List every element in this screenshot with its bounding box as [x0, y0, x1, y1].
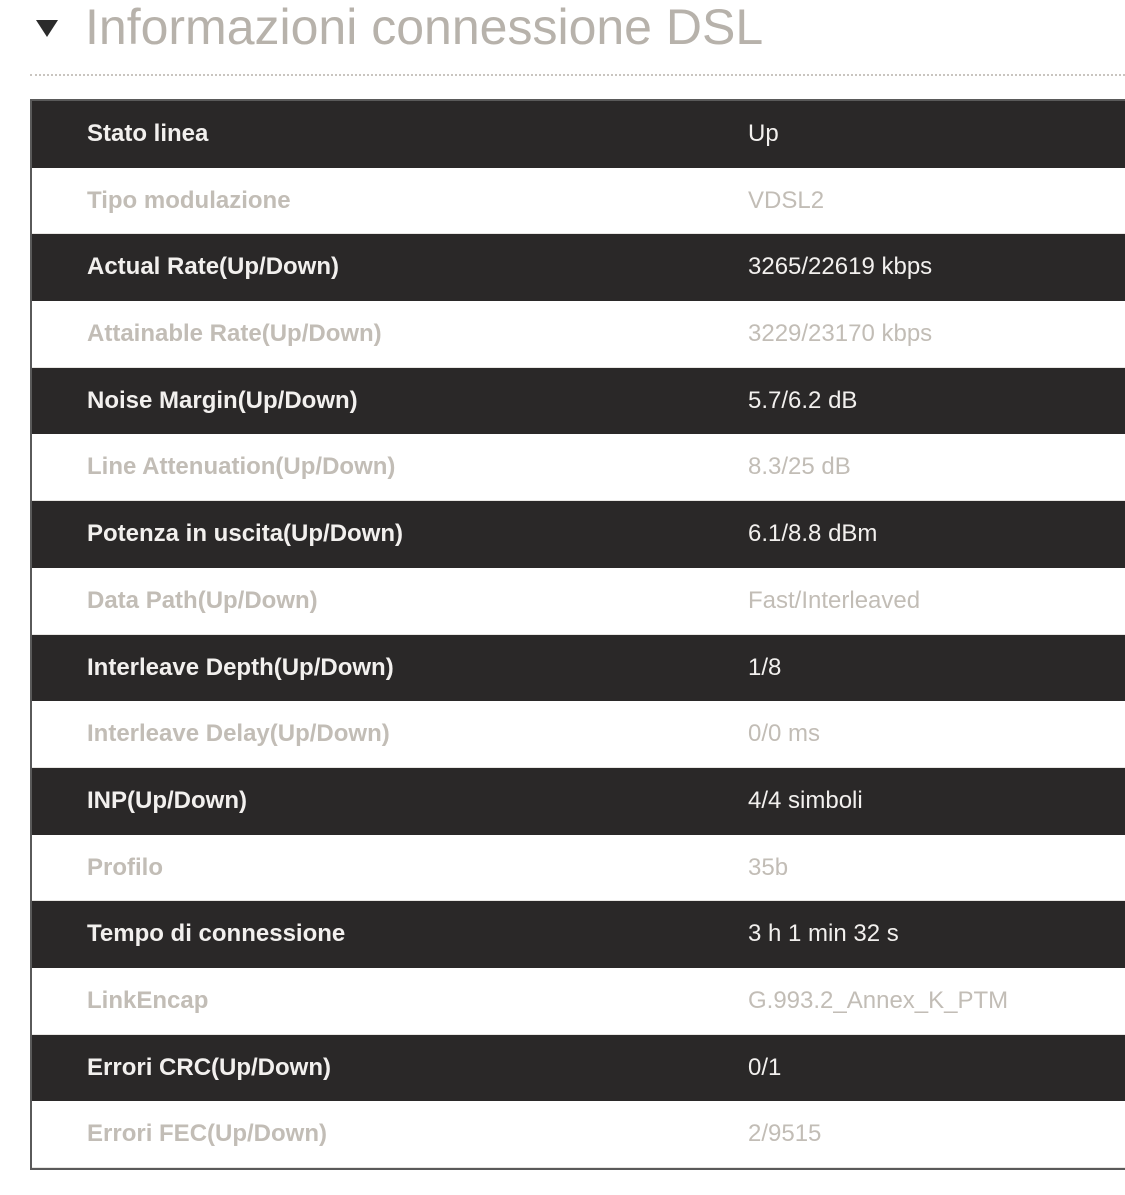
- table-row: [32, 301, 1125, 368]
- row-value: 5.7/6.2 dB: [748, 386, 858, 414]
- table-row: [32, 901, 1125, 968]
- section-title: Informazioni connessione DSL: [85, 0, 764, 55]
- row-label: Interleave Depth(Up/Down): [87, 653, 394, 681]
- row-label: Profilo: [87, 853, 163, 881]
- table-row: [32, 968, 1125, 1035]
- table-row: [32, 368, 1125, 435]
- row-label: INP(Up/Down): [87, 786, 247, 814]
- table-row: [32, 701, 1125, 768]
- row-value: Up: [748, 120, 779, 147]
- row-value: Fast/Interleaved: [748, 586, 921, 614]
- section-header: [0, 0, 1125, 60]
- row-value: 2/9515: [748, 1120, 822, 1148]
- row-label: Stato linea: [87, 120, 209, 147]
- table-row: [32, 501, 1125, 568]
- table-row: [32, 1035, 1125, 1102]
- row-label: Tipo modulazione: [87, 186, 291, 214]
- row-label: Tempo di connessione: [87, 920, 346, 948]
- table-row: [32, 434, 1125, 501]
- row-value: VDSL2: [748, 186, 825, 214]
- row-value: G.993.2_Annex_K_PTM: [748, 986, 1009, 1014]
- row-label: Interleave Delay(Up/Down): [87, 720, 390, 748]
- table-row: [32, 635, 1125, 702]
- row-label: Data Path(Up/Down): [87, 586, 318, 614]
- row-label: Attainable Rate(Up/Down): [87, 320, 382, 348]
- row-value: 3229/23170 kbps: [748, 320, 933, 348]
- row-label: Errori CRC(Up/Down): [87, 1053, 331, 1081]
- table-row: [32, 835, 1125, 902]
- row-value: 0/0 ms: [748, 720, 821, 748]
- table-row: [32, 568, 1125, 635]
- row-label: Noise Margin(Up/Down): [87, 386, 358, 414]
- row-label: Line Attenuation(Up/Down): [87, 453, 396, 481]
- table-row: [32, 768, 1125, 835]
- collapse-triangle-icon[interactable]: [36, 20, 58, 37]
- row-value: 3265/22619 kbps: [748, 253, 933, 281]
- row-label: LinkEncap: [87, 986, 209, 1014]
- row-value: 6.1/8.8 dBm: [748, 520, 878, 548]
- row-label: Errori FEC(Up/Down): [87, 1120, 327, 1148]
- table-row: [32, 101, 1125, 168]
- dotted-divider: [30, 74, 1125, 76]
- row-value: 1/8: [748, 653, 782, 681]
- row-label: Actual Rate(Up/Down): [87, 253, 339, 281]
- row-value: 4/4 simboli: [748, 786, 863, 814]
- row-value: 3 h 1 min 32 s: [748, 920, 899, 948]
- dsl-info-table: [30, 99, 1125, 1170]
- table-row: [32, 1101, 1125, 1168]
- row-value: 35b: [748, 853, 789, 881]
- table-row: [32, 234, 1125, 301]
- row-value: 0/1: [748, 1053, 782, 1081]
- row-label: Potenza in uscita(Up/Down): [87, 520, 404, 548]
- row-value: 8.3/25 dB: [748, 453, 851, 481]
- table-row: [32, 168, 1125, 235]
